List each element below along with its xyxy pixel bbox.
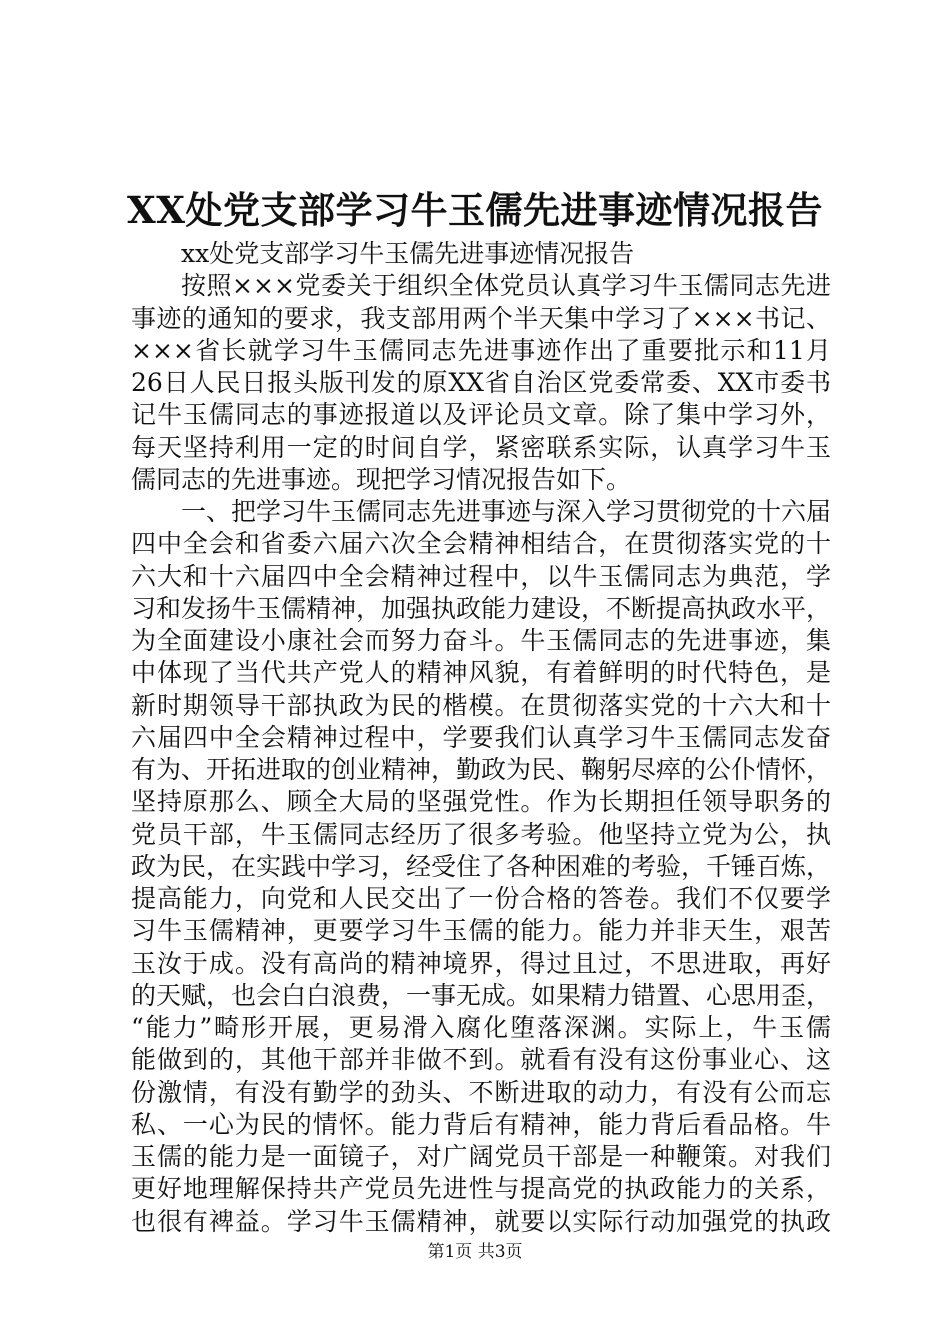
body-line: 有为、开拓进取的创业精神，勤政为民、鞠躬尽瘁的公仆情怀， xyxy=(131,755,832,784)
body-line: 能做到的，其他干部并非做不到。就看有没有这份事业心、这 xyxy=(131,1045,831,1075)
body-line: 记牛玉儒同志的事迹报道以及评论员文章。除了集中学习外， xyxy=(131,400,831,430)
body-line: 为全面建设小康社会而努力奋斗。牛玉儒同志的先进事迹，集 xyxy=(131,626,831,655)
body-line: 的天赋，也会白白浪费，一事无成。如果精力错置、心思用歪， xyxy=(131,980,832,1010)
body-line: 习牛玉儒精神，更要学习牛玉儒的能力。能力并非天生，艰苦 xyxy=(131,916,831,946)
body-line: 政为民，在实践中学习，经受住了各种困难的考验，千锤百炼， xyxy=(131,851,832,881)
body-line: “能力”畸形开展，更易滑入腐化堕落深渊。实际上，牛玉儒 xyxy=(131,1013,831,1042)
body-line: 新时期领导干部执政为民的楷模。在贯彻落实党的十六大和十 xyxy=(131,690,831,720)
body-line: 党员干部，牛玉儒同志经历了很多考验。他坚持立党为公，执 xyxy=(131,819,831,849)
body-line: 私、一心为民的情怀。能力背后有精神，能力背后看品格。牛 xyxy=(131,1109,831,1139)
document-title: XX处党支部学习牛玉儒先进事迹情况报告 xyxy=(127,188,823,232)
body-line: 玉儒的能力是一面镜子，对广阔党员干部是一种鞭策。对我们 xyxy=(131,1142,831,1171)
body-line: 更好地理解保持共产党员先进性与提高党的执政能力的关系， xyxy=(131,1174,831,1204)
body-line: 儒同志的先进事迹。现把学习情况报告如下。 xyxy=(131,464,632,494)
body-line: 坚持原那么、顾全大局的坚强党性。作为长期担任领导职务的 xyxy=(131,787,831,817)
body-line: 26日人民日报头版刊发的原XX省自治区党委常委、XX市委书 xyxy=(131,368,831,397)
body-line: 习和发扬牛玉儒精神，加强执政能力建设，不断提高执政水平， xyxy=(131,593,832,623)
body-line: 玉汝于成。没有高尚的精神境界，得过且过，不思进取，再好 xyxy=(131,948,831,978)
body-line: ×××省长就学习牛玉儒同志先进事迹作出了重要批示和11月 xyxy=(131,335,831,365)
body-line: 份激情，有没有勤学的劲头、不断进取的动力，有没有公而忘 xyxy=(131,1077,831,1107)
body-line: 中体现了当代共产党人的精神风貌，有着鲜明的时代特色，是 xyxy=(131,658,831,688)
body-line: 一、把学习牛玉儒同志先进事迹与深入学习贯彻党的十六届 xyxy=(181,497,832,526)
body-line: 事迹的通知的要求，我支部用两个半天集中学习了×××书记、 xyxy=(131,303,831,333)
body-line: 也很有裨益。学习牛玉儒精神，就要以实际行动加强党的执政 xyxy=(131,1206,831,1236)
body-line: 每天坚持利用一定的时间自学，紧密联系实际，认真学习牛玉 xyxy=(131,432,831,462)
page-footer: 第1页 共3页 xyxy=(427,1242,523,1262)
body-line: 六大和十六届四中全会精神过程中，以牛玉儒同志为典范，学 xyxy=(131,561,831,591)
body-line: 六届四中全会精神过程中，学要我们认真学习牛玉儒同志发奋 xyxy=(131,722,831,752)
body-line: 提高能力，向党和人民交出了一份合格的答卷。我们不仅要学 xyxy=(131,884,831,913)
body-line: xx处党支部学习牛玉儒先进事迹情况报告 xyxy=(181,239,635,268)
document-body xyxy=(131,238,831,1238)
body-line: 四中全会和省委六届六次全会精神相结合，在贯彻落实党的十 xyxy=(131,529,831,559)
body-line: 按照×××党委关于组织全体党员认真学习牛玉儒同志先进 xyxy=(181,271,831,301)
